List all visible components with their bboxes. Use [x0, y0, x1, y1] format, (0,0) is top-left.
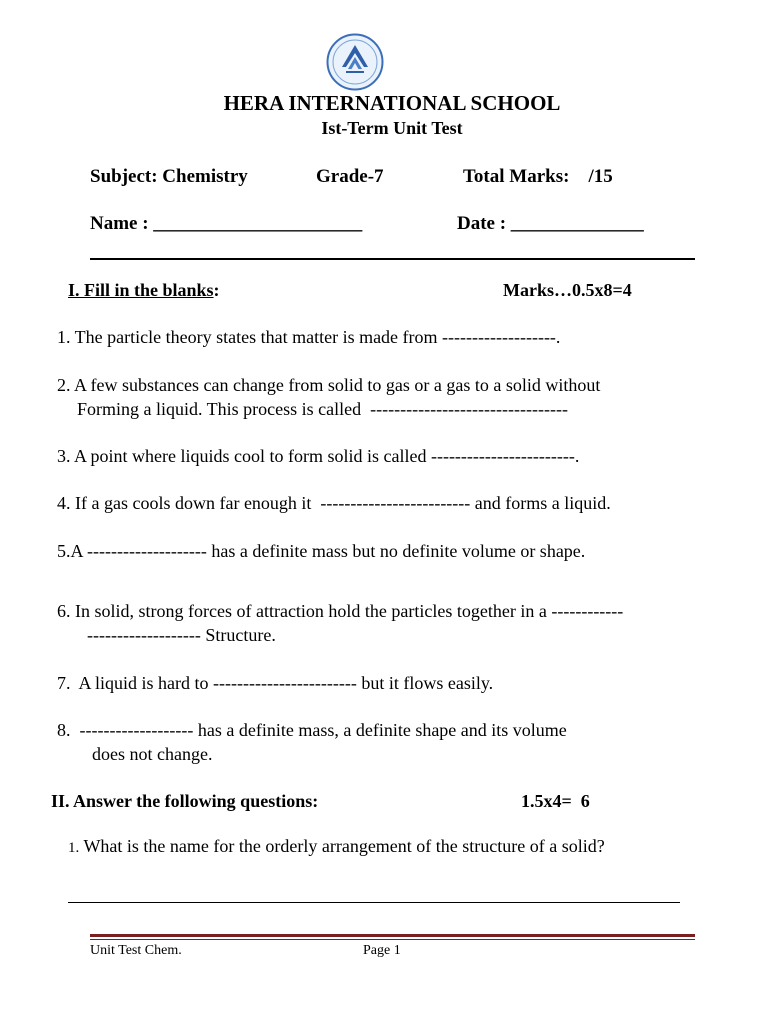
subject-label: Subject: Chemistry	[90, 166, 248, 187]
footer-left-text: Unit Test Chem.	[90, 943, 182, 958]
question-8: 8. ------------------- has a definite mass, a definite shape and its volume	[57, 720, 567, 740]
total-marks-label: Total Marks: /15	[463, 166, 613, 187]
date-field: Date : ______________	[457, 213, 644, 234]
section2-heading	[51, 791, 318, 812]
name-field: Name : ______________________	[90, 213, 363, 234]
school-logo	[326, 33, 384, 91]
section1-heading	[68, 280, 220, 301]
question-2: 2. A few substances can change from solid to gas or a gas to a solid without	[57, 375, 601, 395]
section1-marks: Marks…0.5x8=4	[503, 280, 632, 300]
test-name: Ist-Term Unit Test	[321, 118, 463, 138]
section2-marks: 1.5x4= 6	[521, 791, 590, 811]
grade-label: Grade-7	[316, 166, 384, 187]
section2-question-1	[68, 836, 605, 857]
header-divider	[90, 258, 695, 260]
answer-line	[68, 902, 680, 903]
question-3: 3. A point where liquids cool to form solid is called ------------------------.	[57, 446, 580, 466]
school-name: HERA INTERNATIONAL SCHOOL	[223, 91, 561, 115]
footer-rule-thick	[90, 934, 695, 937]
school-logo-emblem	[326, 33, 384, 91]
question-1: 1. The particle theory states that matter is made from -------------------.	[57, 327, 561, 347]
section1-title-colon: :	[213, 280, 220, 300]
question-4: 4. If a gas cools down far enough it ------------------------- and forms a liquid.	[57, 493, 611, 513]
section2-title-colon: :	[312, 791, 319, 811]
section2-question-text: What is the name for the orderly arrangement of the structure of a solid?	[83, 836, 605, 856]
question-5: 5.A -------------------- has a definite mass but no definite volume or shape.	[57, 541, 586, 561]
section2-title: II. Answer the following questions	[51, 791, 313, 811]
footer-rule-thin	[90, 939, 695, 940]
question-8-continued: does not change.	[92, 744, 213, 764]
question-2-continued: Forming a liquid. This process is called ---------------------------------	[77, 399, 568, 419]
section2-question-number: 1.	[68, 840, 80, 856]
section1-title: I. Fill in the blanks	[68, 280, 214, 300]
question-6-continued: ------------------- Structure.	[87, 625, 276, 645]
question-6: 6. In solid, strong forces of attraction hold the particles together in a ------------	[57, 601, 624, 621]
question-7: 7. A liquid is hard to ------------------------ but it flows easily.	[57, 673, 494, 693]
footer-page-number: Page 1	[363, 943, 401, 958]
